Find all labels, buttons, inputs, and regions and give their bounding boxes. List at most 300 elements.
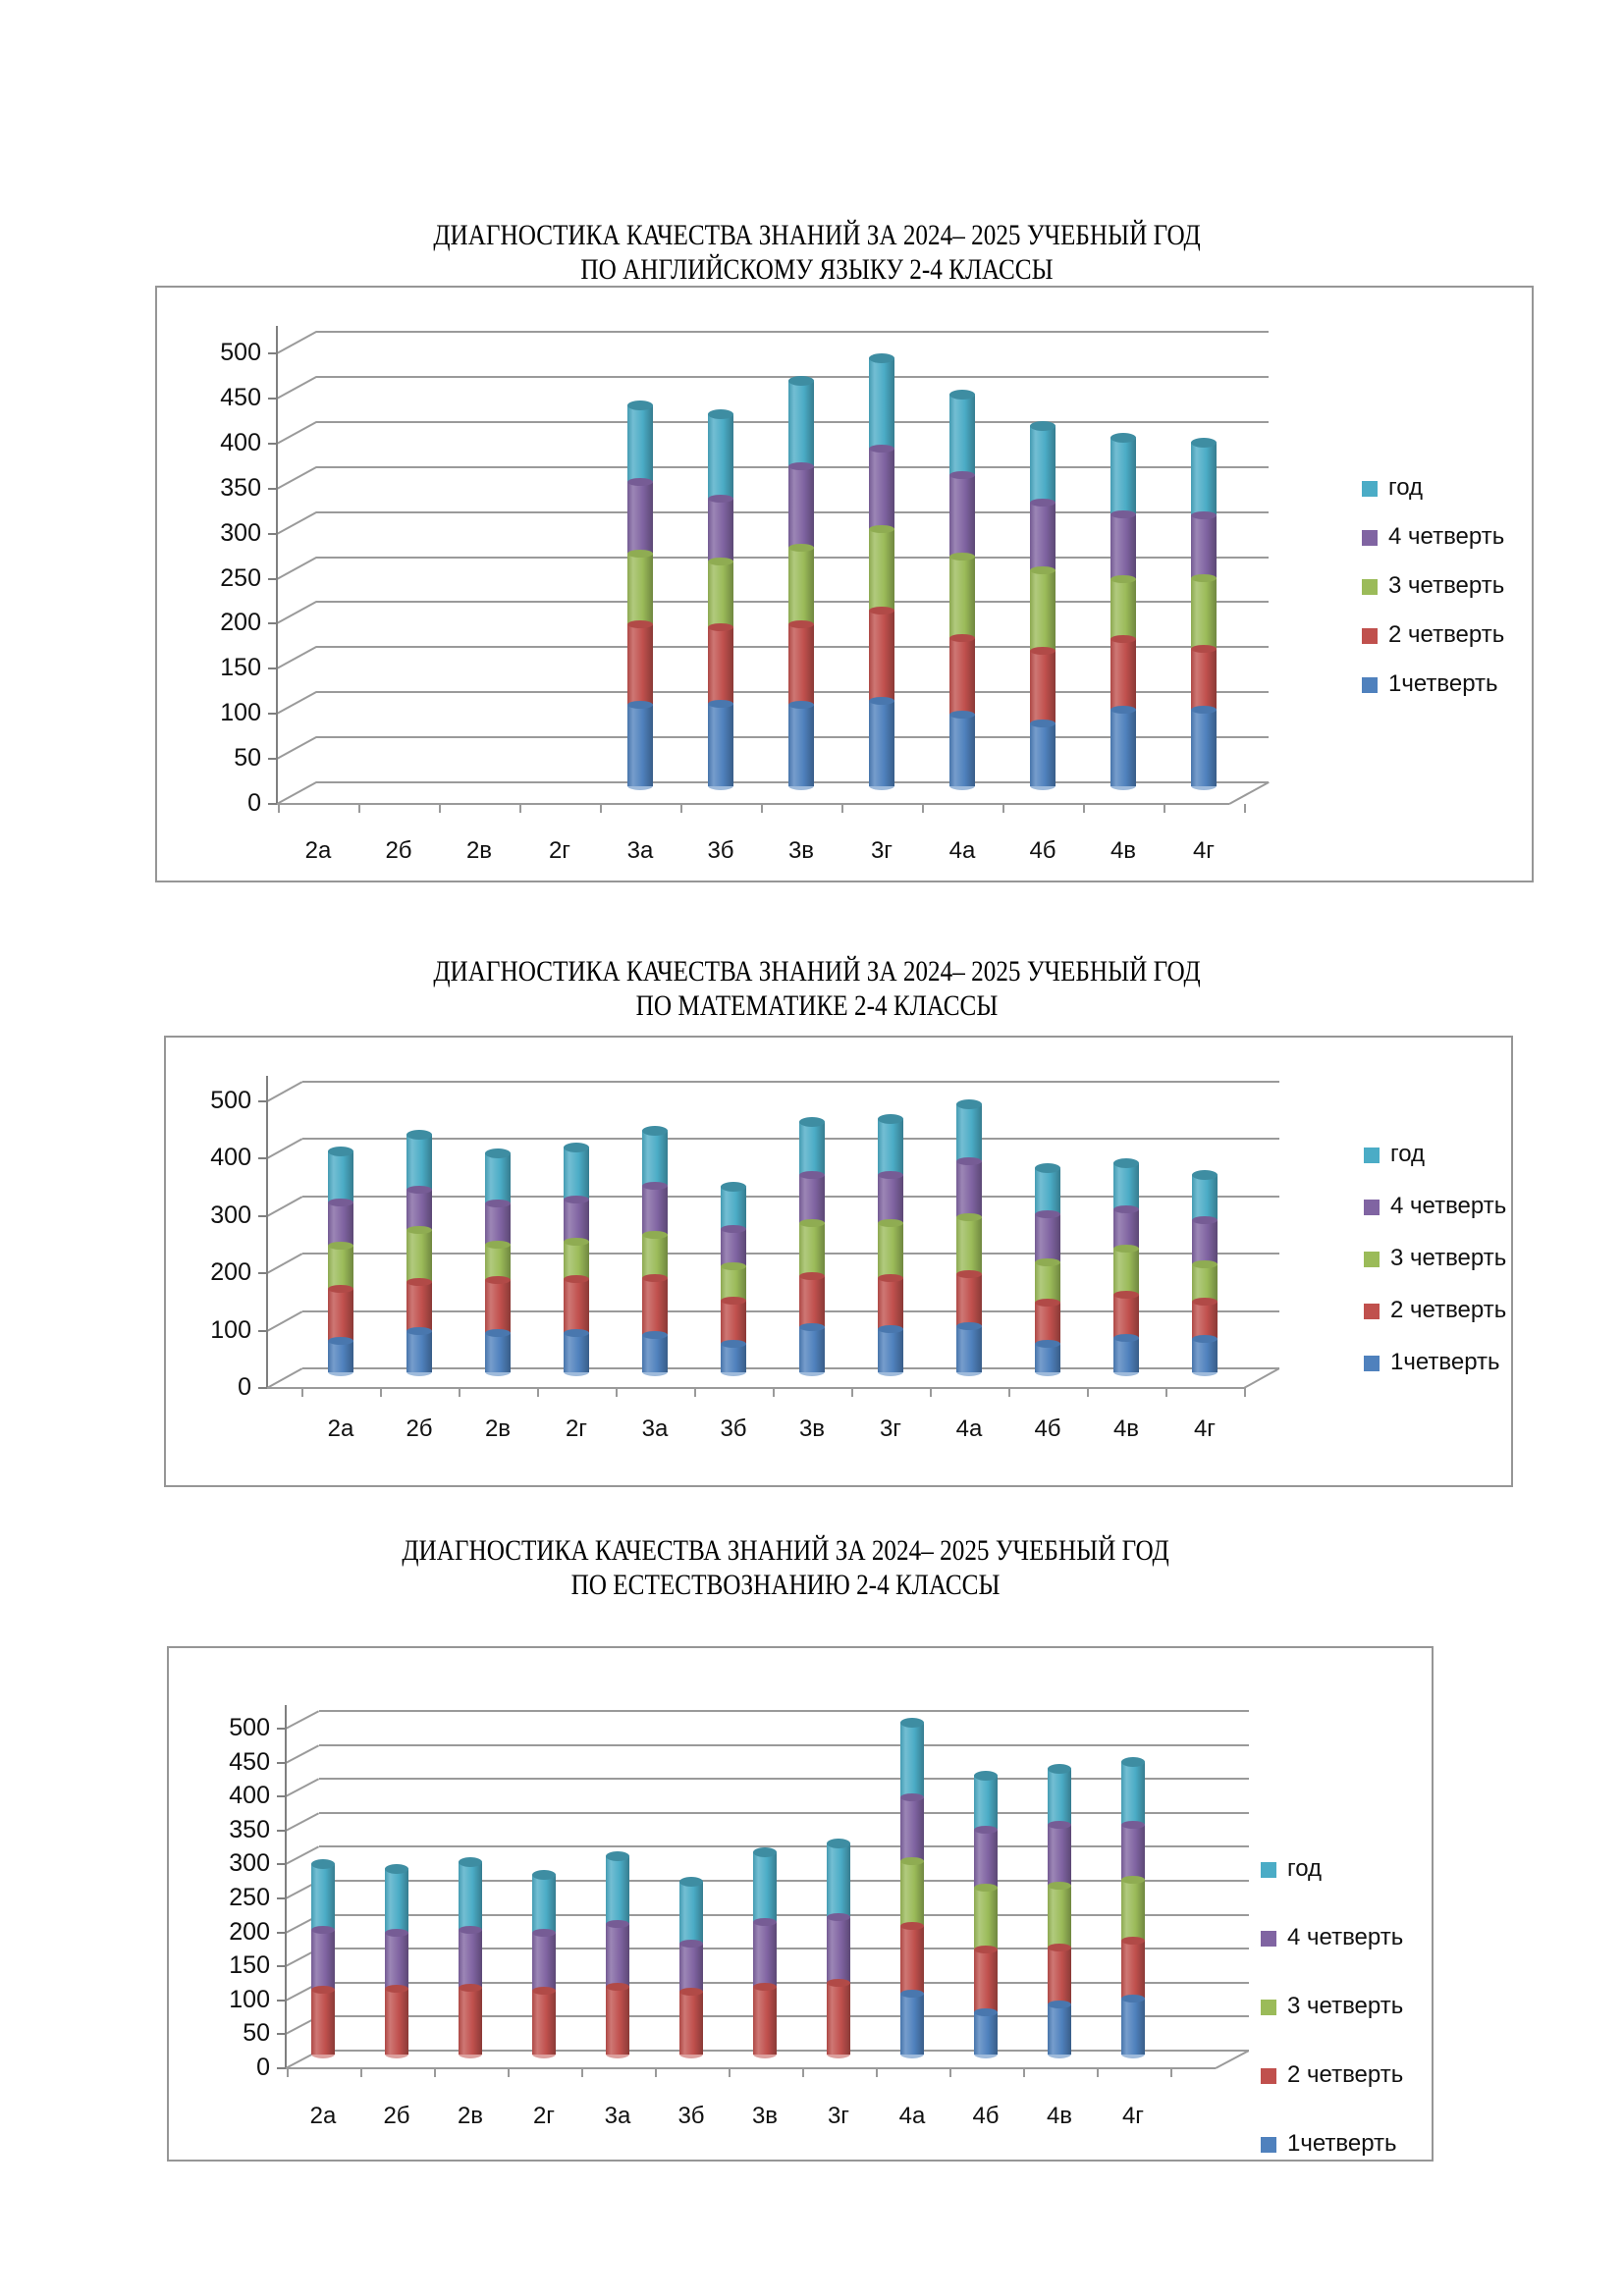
bar-segment-top-ellipse [869,445,894,453]
legend-swatch [1364,1252,1380,1267]
bar-segment-top-ellipse [406,1327,432,1335]
x-category-label: 2б [385,837,412,864]
bar-cap-ellipse [485,1148,511,1158]
chart-title-english-line1: ДИАГНОСТИКА КАЧЕСТВА ЗНАНИЙ ЗА 2024– 2025 УЧЕБНЫЙ ГОД [433,219,1201,251]
x-axis-tick [851,1388,853,1397]
gridline-lead [286,1812,320,1832]
bar-segment [869,611,894,701]
x-category-label: 3в [798,1415,826,1442]
x-category-label: 2г [548,837,571,864]
x-category-label: 4а [955,1415,983,1442]
bar-cap-ellipse [679,1877,703,1887]
bar-segment-top-ellipse [1113,1205,1139,1213]
bar-segment-top-ellipse [974,1946,998,1953]
gridline-lead [277,511,317,535]
bar-segment [564,1242,589,1280]
gridline-lead [267,1139,303,1160]
legend-swatch [1364,1200,1380,1215]
y-tick-label: 300 [220,518,261,547]
y-tick-label: 500 [229,1714,270,1741]
bar-segment [328,1202,353,1246]
x-category-label: 2в [457,2103,484,2129]
bar-segment [1035,1303,1060,1344]
x-category-label: 4в [1112,1415,1140,1442]
x-category-label: 3б [677,2103,705,2129]
bar-cap-ellipse [606,1851,629,1861]
x-category-label: 3а [626,837,654,864]
y-tick-label: 450 [229,1747,270,1776]
chart-panel-english [155,286,1534,882]
x-axis-tick [802,2068,804,2077]
x-category-label: 2г [565,1415,588,1442]
bar-segment [406,1230,432,1283]
bar-segment [564,1279,589,1333]
gridline-lead [286,1778,320,1797]
bar-segment-top-ellipse [708,623,733,631]
bar-segment-top-ellipse [721,1297,746,1305]
bar-segment [974,1830,998,1889]
bar-segment-top-ellipse [878,1274,903,1282]
bar-segment [949,638,975,715]
y-tick-label: 350 [220,473,261,502]
chart-title-science-line2: ПО ЕСТЕСТВОЗНАНИЮ 2-4 КЛАССЫ [570,1569,1001,1601]
legend-swatch [1364,1304,1380,1319]
bar-segment [721,1344,746,1372]
legend-swatch [1261,2000,1276,2015]
bar-segment [708,414,733,499]
bar-segment [799,1276,825,1328]
bar-segment [799,1122,825,1175]
bar-segment [1110,579,1136,640]
bar-segment [900,1861,924,1926]
bar-segment-top-ellipse [328,1242,353,1250]
bar-segment [974,2012,998,2055]
gridline-lead [277,602,317,625]
x-category-label: 4г [1121,2103,1145,2129]
bar-segment [564,1148,589,1200]
bar-segment [1192,1220,1218,1265]
bar-segment-top-ellipse [1191,645,1217,653]
x-category-label: 2а [304,837,332,864]
gridline [319,1812,1249,1814]
bar-segment-top-ellipse [799,1272,825,1280]
bar-segment [974,1949,998,2012]
x-axis-tick [600,804,602,813]
y-tick-label: 300 [229,1849,270,1878]
bar-segment-top-ellipse [721,1225,746,1233]
bar-segment [642,1335,668,1372]
gridline-lead [286,1744,320,1764]
bar-segment-top-ellipse [564,1238,589,1246]
y-tick-label: 500 [210,1087,251,1114]
x-category-label: 3г [870,837,893,864]
x-axis-tick [694,1388,696,1397]
bar-segment [878,1119,903,1175]
bar-segment [753,1987,777,2055]
bar-segment [606,1924,629,1987]
bar-segment [974,1888,998,1949]
bar-segment [1048,1769,1071,1825]
y-tick-label: 400 [229,1782,270,1810]
y-tick-label: 200 [220,609,261,637]
bar-segment [532,1875,556,1933]
bar-segment-top-ellipse [956,1270,982,1278]
bar-segment-top-ellipse [1030,499,1056,507]
y-tick-label: 100 [229,1985,270,2013]
legend-label: 4 четверть [1390,1193,1507,1219]
x-category-label: 3в [787,837,815,864]
bar-cap-ellipse [869,353,894,363]
bar-segment [1192,1339,1218,1372]
x-axis-tick [1170,2068,1172,2077]
bar-segment [627,554,653,624]
bar-segment [1035,1168,1060,1214]
bar-cap-ellipse [1113,1158,1139,1168]
bar-segment-top-ellipse [1121,1995,1145,2002]
x-axis-tick [1244,804,1246,813]
legend-label: 3 четверть [1390,1245,1507,1271]
x-axis-tick [1002,804,1004,813]
bar-segment [878,1278,903,1330]
bar-segment [900,1797,924,1860]
bar-segment [721,1187,746,1229]
bar-segment-top-ellipse [1192,1298,1218,1306]
bar-segment-top-ellipse [788,544,814,552]
x-axis-tick [301,1388,303,1397]
bar-segment [949,395,975,476]
bar-segment [949,715,975,786]
bar-segment [459,1930,482,1988]
x-axis-tick [537,1388,539,1397]
chart-title-math-line2: ПО МАТЕМАТИКЕ 2-4 КЛАССЫ [635,989,999,1022]
legend-swatch [1364,1356,1380,1371]
bar-segment [878,1175,903,1223]
bar-segment-top-ellipse [1191,706,1217,714]
legend-label: 1четверть [1287,2130,1397,2157]
bar-segment [485,1153,511,1203]
chart-title-science [0,1533,1571,1602]
y-tick-label: 350 [229,1815,270,1843]
x-category-label: 2в [465,837,493,864]
gridline-lead [277,466,317,490]
bar-segment [1035,1214,1060,1262]
bar-segment [949,557,975,638]
x-category-label: 2г [532,2103,556,2129]
gridline-lead [277,691,317,715]
x-axis-tick [508,2068,510,2077]
bar-segment [708,704,733,786]
bar-segment [900,1723,924,1797]
bar-segment [1048,1825,1071,1886]
bar-segment [721,1229,746,1266]
gridline-lead [277,781,317,805]
bar-segment [827,1843,850,1916]
bar-segment-top-ellipse [1110,510,1136,518]
bar-segment-top-ellipse [642,1231,668,1239]
x-category-label: 2а [309,2103,337,2129]
bar-segment [753,1922,777,1987]
bar-segment-top-ellipse [1035,1210,1060,1218]
bar-segment [406,1190,432,1230]
x-category-label: 3а [604,2103,631,2129]
x-category-label: 3б [707,837,734,864]
gridline-lead [267,1196,303,1217]
gridline-lead [277,557,317,580]
bar-segment [328,1151,353,1203]
bar-segment [956,1161,982,1217]
bar-segment [869,529,894,611]
gridline-lead [277,646,317,669]
legend-swatch [1362,579,1378,595]
bar-segment [642,1186,668,1235]
y-tick-label: 0 [256,2054,270,2081]
bar-segment [564,1333,589,1372]
legend-swatch [1362,677,1378,693]
legend-swatch [1362,530,1378,546]
bar-segment [1192,1175,1218,1220]
x-category-label: 4б [1034,1415,1061,1442]
bar-segment [956,1217,982,1273]
bar-segment [1121,1999,1145,2055]
legend-swatch [1362,481,1378,497]
bar-segment [799,1175,825,1223]
y-tick-label: 150 [220,654,261,682]
x-axis-tick [761,804,763,813]
bar-segment [1191,515,1217,578]
bar-segment [1110,710,1136,786]
y-tick-label: 400 [220,428,261,456]
legend-swatch [1261,2068,1276,2084]
bar-segment-top-ellipse [753,1983,777,1991]
x-axis-tick [1087,1388,1089,1397]
bar-segment [1048,1948,1071,2004]
bar-segment-top-ellipse [869,697,894,705]
x-axis-tick [841,804,843,813]
y-tick-label: 250 [220,563,261,592]
x-axis-tick [930,1388,932,1397]
x-category-label: 4а [898,2103,926,2129]
gridline-lead [277,421,317,445]
bar-segment [956,1274,982,1327]
bar-segment [1121,1941,1145,1999]
bar-segment-top-ellipse [949,711,975,719]
x-category-label: 3г [827,2103,850,2129]
bar-cap-ellipse [721,1182,746,1192]
chart-panel-science [167,1646,1434,2162]
gridline [319,1845,1249,1847]
bar-segment-top-ellipse [642,1274,668,1282]
y-tick-label: 200 [229,1917,270,1946]
bar-segment-top-ellipse [485,1241,511,1249]
bar-segment [708,561,733,626]
y-tick-label: 50 [243,2019,270,2048]
bar-segment [799,1223,825,1276]
bar-segment [788,381,814,466]
x-category-label: 2в [484,1415,512,1442]
bar-segment-top-ellipse [642,1331,668,1339]
chart-title-math [0,954,1624,1023]
gridline-lead [286,1710,320,1730]
bar-segment-top-ellipse [627,620,653,628]
x-axis-tick [655,2068,657,2077]
x-axis-tick [1083,804,1085,813]
y-tick-label: 0 [238,1373,251,1401]
bar-segment-top-ellipse [1113,1334,1139,1342]
chart-panel-math [164,1036,1513,1487]
x-axis-tick [729,2068,731,2077]
x-axis-corner [1216,2050,1250,2069]
bar-segment [1192,1264,1218,1301]
bar-segment [1048,2004,1071,2055]
bar-segment-top-ellipse [406,1186,432,1194]
bar-segment [1191,578,1217,649]
x-axis-tick [1023,2068,1025,2077]
bar-segment [788,705,814,786]
gridline-lead [267,1081,303,1102]
bar-segment [1110,639,1136,710]
x-axis-tick [922,804,924,813]
y-tick-label: 200 [210,1258,251,1287]
bar-segment [788,548,814,624]
y-tick-label: 100 [210,1315,251,1344]
x-category-label: 2а [327,1415,354,1442]
y-tick-label: 250 [229,1884,270,1911]
bar-segment [642,1278,668,1335]
x-axis-tick [1097,2068,1099,2077]
bar-segment [627,624,653,706]
x-axis-line [267,1387,1244,1389]
bar-cap-ellipse [1030,421,1056,431]
x-axis-tick [434,2068,436,2077]
gridline-lead [267,1310,303,1332]
x-axis-corner [1244,1367,1280,1389]
bar-segment [949,475,975,557]
bar-segment [627,405,653,482]
x-category-label: 4г [1192,837,1216,864]
bar-segment [459,1862,482,1930]
y-tick-label: 400 [210,1144,251,1172]
bar-segment-top-ellipse [1110,706,1136,714]
y-tick-label: 150 [229,1951,270,1980]
bar-segment [679,1992,703,2055]
bar-segment [311,1930,335,1990]
bar-segment [406,1282,432,1331]
bar-segment [753,1852,777,1922]
bar-segment-top-ellipse [385,1985,408,1993]
legend-label: 3 четверть [1388,572,1505,599]
bar-segment [1048,1886,1071,1947]
legend-swatch [1261,1862,1276,1878]
bar-segment [679,1944,703,1991]
bar-segment-top-ellipse [1191,511,1217,519]
x-axis-tick [1164,804,1165,813]
bar-segment-top-ellipse [900,1990,924,1998]
bar-segment-top-ellipse [406,1226,432,1234]
gridline-lead [277,331,317,354]
bar-segment [328,1289,353,1341]
bar-segment [564,1200,589,1242]
bar-segment [1030,426,1056,503]
bar-segment-top-ellipse [606,1983,629,1991]
bar-segment [900,1926,924,1994]
bar-segment [788,624,814,706]
bar-segment [606,1987,629,2055]
y-axis-line [285,1705,287,2069]
x-category-label: 4б [972,2103,1000,2129]
bar-segment [406,1135,432,1189]
x-category-label: 2б [383,2103,410,2129]
x-axis-tick [380,1388,382,1397]
bar-segment [956,1104,982,1161]
chart-title-science-line1: ДИАГНОСТИКА КАЧЕСТВА ЗНАНИЙ ЗА 2024– 2025 УЧЕБНЫЙ ГОД [402,1534,1169,1567]
bar-segment [1192,1302,1218,1340]
bar-segment [900,1994,924,2055]
bar-segment [485,1245,511,1280]
bar-segment [385,1869,408,1933]
bar-segment [1110,438,1136,514]
bar-cap-ellipse [878,1114,903,1124]
bar-segment [532,1933,556,1991]
bar-segment-top-ellipse [708,700,733,708]
x-axis-tick [773,1388,775,1397]
bar-segment [1113,1163,1139,1209]
legend-label: 1четверть [1388,670,1498,697]
bar-segment [721,1266,746,1301]
legend-label: 2 четверть [1388,621,1505,648]
legend-label: 2 четверть [1287,2061,1404,2088]
bar-cap-ellipse [788,376,814,386]
bar-segment [1121,1762,1145,1825]
gridline [316,331,1269,333]
bar-segment-top-ellipse [1035,1299,1060,1307]
bar-segment [627,705,653,786]
bar-segment-top-ellipse [1030,720,1056,727]
x-axis-tick [680,804,682,813]
x-axis-tick [519,804,521,813]
bar-segment [869,358,894,449]
bar-segment [1035,1344,1060,1372]
gridline [302,1081,1279,1083]
x-axis-tick [581,2068,583,2077]
bar-segment [311,1990,335,2055]
bar-segment-top-ellipse [1191,574,1217,582]
x-category-label: 4в [1110,837,1137,864]
bar-segment [385,1933,408,1989]
bar-cap-ellipse [974,1771,998,1781]
x-category-label: 4г [1193,1415,1217,1442]
x-axis-corner [1229,781,1270,805]
bar-segment [642,1131,668,1186]
gridline [319,1744,1249,1746]
x-axis-tick [439,804,441,813]
legend-label: 4 четверть [1287,1924,1404,1950]
x-axis-tick [459,1388,460,1397]
gridline [319,1710,1249,1712]
x-axis-tick [876,2068,878,2077]
bar-cap-ellipse [949,390,975,400]
gridline-lead [277,376,317,400]
bar-segment [721,1301,746,1344]
bar-segment [1030,503,1056,570]
bar-segment [1113,1295,1139,1338]
bar-cap-ellipse [564,1143,589,1152]
y-tick-label: 0 [247,789,261,817]
legend-label: год [1390,1141,1426,1167]
y-axis-line [266,1076,268,1389]
legend-swatch [1261,2137,1276,2153]
x-axis-tick [1244,1388,1246,1397]
y-tick-label: 300 [210,1201,251,1229]
